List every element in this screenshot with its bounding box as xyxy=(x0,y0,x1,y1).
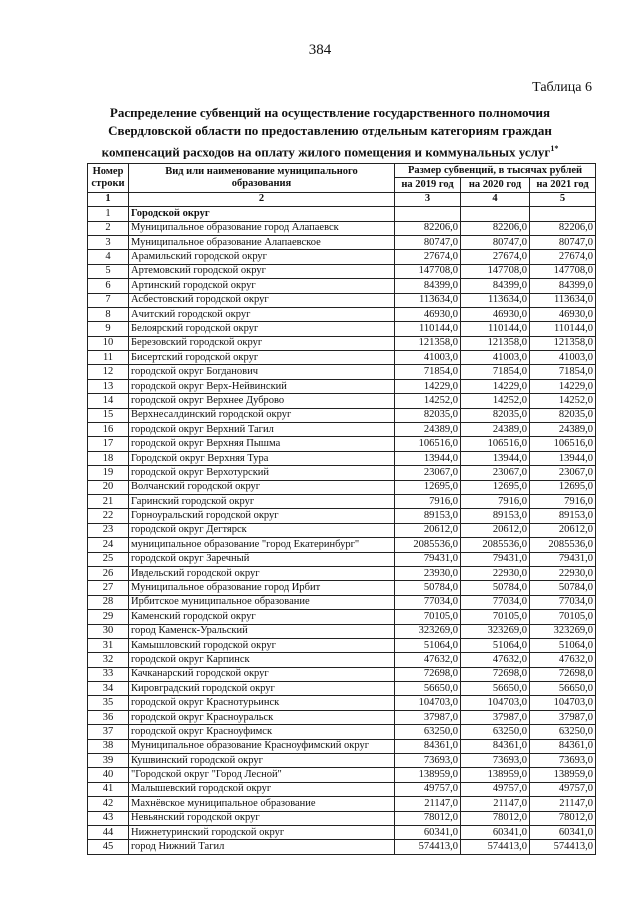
value-2019: 84361,0 xyxy=(395,739,461,753)
value-2019: 50784,0 xyxy=(395,581,461,595)
value-2020: 2085536,0 xyxy=(461,538,530,552)
value-2021: 21147,0 xyxy=(530,797,596,811)
value-2019: 106516,0 xyxy=(395,437,461,451)
table-row xyxy=(88,610,596,624)
value-2019: 23067,0 xyxy=(395,466,461,480)
value-2019: 56650,0 xyxy=(395,682,461,696)
table-row xyxy=(88,365,596,379)
value-2020: 138959,0 xyxy=(461,768,530,782)
row-number: 24 xyxy=(88,538,129,552)
municipality-name: муниципальное образование "город Екатеринбург" xyxy=(129,538,395,552)
value-2020: 37987,0 xyxy=(461,710,530,724)
header-row-number xyxy=(88,164,129,193)
row-number: 40 xyxy=(88,768,129,782)
row-number: 2 xyxy=(88,221,129,235)
value-2021: 2085536,0 xyxy=(530,538,596,552)
municipality-name: Кушвинский городской округ xyxy=(129,754,395,768)
municipality-name: Верхнесалдинский городской округ xyxy=(129,408,395,422)
value-2020: 84361,0 xyxy=(461,739,530,753)
municipality-name: Бисертский городской округ xyxy=(129,351,395,365)
table-row xyxy=(88,437,596,451)
municipality-name: "Городской округ "Город Лесной" xyxy=(129,768,395,782)
value-2019: 121358,0 xyxy=(395,336,461,350)
value-2021: 110144,0 xyxy=(530,322,596,336)
header-year-2019: на 2019 год xyxy=(395,178,461,192)
value-2019: 574413,0 xyxy=(395,840,461,854)
row-number: 27 xyxy=(88,581,129,595)
municipality-name: Муниципальное образование Красноуфимский округ xyxy=(129,739,395,753)
row-number: 9 xyxy=(88,322,129,336)
municipality-name: городской округ Богданович xyxy=(129,365,395,379)
table-body xyxy=(88,192,596,854)
municipality-name: Муниципальное образование город Ирбит xyxy=(129,581,395,595)
value-2019: 2085536,0 xyxy=(395,538,461,552)
table-row xyxy=(88,811,596,825)
row-number: 8 xyxy=(88,307,129,321)
row-number: 6 xyxy=(88,279,129,293)
empty-cell xyxy=(530,207,596,221)
value-2019: 72698,0 xyxy=(395,667,461,681)
value-2021: 14252,0 xyxy=(530,394,596,408)
value-2020: 110144,0 xyxy=(461,322,530,336)
value-2019: 82206,0 xyxy=(395,221,461,235)
column-index: 5 xyxy=(530,192,596,206)
value-2019: 41003,0 xyxy=(395,351,461,365)
value-2021: 47632,0 xyxy=(530,653,596,667)
municipality-name: Малышевский городской округ xyxy=(129,782,395,796)
municipality-name: Невьянский городской округ xyxy=(129,811,395,825)
value-2020: 27674,0 xyxy=(461,250,530,264)
row-number: 21 xyxy=(88,494,129,508)
row-number: 36 xyxy=(88,710,129,724)
table-row xyxy=(88,825,596,839)
table-row xyxy=(88,494,596,508)
value-2021: 20612,0 xyxy=(530,523,596,537)
empty-cell xyxy=(461,207,530,221)
value-2021: 82206,0 xyxy=(530,221,596,235)
value-2021: 147708,0 xyxy=(530,264,596,278)
value-2021: 79431,0 xyxy=(530,552,596,566)
value-2020: 323269,0 xyxy=(461,624,530,638)
row-number: 20 xyxy=(88,480,129,494)
header-subvention-size: Размер субвенций, в тысячах рублей xyxy=(395,164,596,178)
table-row xyxy=(88,293,596,307)
row-number: 22 xyxy=(88,509,129,523)
table-row xyxy=(88,797,596,811)
table-row xyxy=(88,653,596,667)
value-2019: 71854,0 xyxy=(395,365,461,379)
value-2019: 80747,0 xyxy=(395,235,461,249)
table-row xyxy=(88,509,596,523)
value-2020: 24389,0 xyxy=(461,423,530,437)
table-row xyxy=(88,394,596,408)
value-2021: 51064,0 xyxy=(530,638,596,652)
value-2021: 82035,0 xyxy=(530,408,596,422)
value-2019: 47632,0 xyxy=(395,653,461,667)
row-number: 33 xyxy=(88,667,129,681)
row-number: 42 xyxy=(88,797,129,811)
table-row xyxy=(88,423,596,437)
row-number: 18 xyxy=(88,451,129,465)
municipality-name: Махнёвское муниципальное образование xyxy=(129,797,395,811)
row-number: 43 xyxy=(88,811,129,825)
value-2021: 49757,0 xyxy=(530,782,596,796)
value-2020: 147708,0 xyxy=(461,264,530,278)
municipality-name: Качканарский городской округ xyxy=(129,667,395,681)
value-2021: 71854,0 xyxy=(530,365,596,379)
row-number: 39 xyxy=(88,754,129,768)
value-2020: 50784,0 xyxy=(461,581,530,595)
table-row xyxy=(88,667,596,681)
header-municipality-line1: Вид или наименование муниципального xyxy=(165,165,358,177)
value-2020: 89153,0 xyxy=(461,509,530,523)
value-2019: 104703,0 xyxy=(395,696,461,710)
value-2020: 7916,0 xyxy=(461,494,530,508)
table-row xyxy=(88,840,596,854)
value-2020: 70105,0 xyxy=(461,610,530,624)
value-2020: 21147,0 xyxy=(461,797,530,811)
value-2020: 121358,0 xyxy=(461,336,530,350)
value-2021: 60341,0 xyxy=(530,825,596,839)
value-2020: 47632,0 xyxy=(461,653,530,667)
row-number: 23 xyxy=(88,523,129,537)
value-2020: 14229,0 xyxy=(461,379,530,393)
header-row-number-line1: Номер xyxy=(92,165,124,177)
value-2019: 37987,0 xyxy=(395,710,461,724)
title-line-1: Распределение субвенций на осуществление государственного полномочия xyxy=(109,105,551,120)
value-2019: 21147,0 xyxy=(395,797,461,811)
value-2019: 73693,0 xyxy=(395,754,461,768)
value-2021: 63250,0 xyxy=(530,725,596,739)
table-row xyxy=(88,768,596,782)
value-2019: 138959,0 xyxy=(395,768,461,782)
subventions-table xyxy=(87,163,596,855)
table-row xyxy=(88,538,596,552)
page-number: 384 xyxy=(308,42,332,58)
row-number: 3 xyxy=(88,235,129,249)
municipality-name: Березовский городской округ xyxy=(129,336,395,350)
value-2021: 27674,0 xyxy=(530,250,596,264)
table-row xyxy=(88,552,596,566)
table-row xyxy=(88,566,596,580)
value-2019: 79431,0 xyxy=(395,552,461,566)
municipality-name: Горноуральский городской округ xyxy=(129,509,395,523)
municipality-name: городской округ Верхний Тагил xyxy=(129,423,395,437)
value-2019: 13944,0 xyxy=(395,451,461,465)
value-2021: 323269,0 xyxy=(530,624,596,638)
title-footnote: 1* xyxy=(550,144,559,153)
row-number: 16 xyxy=(88,423,129,437)
header-year-2020: на 2020 год xyxy=(461,178,530,192)
value-2019: 70105,0 xyxy=(395,610,461,624)
value-2020: 13944,0 xyxy=(461,451,530,465)
municipality-name: Ирбитское муниципальное образование xyxy=(129,595,395,609)
row-number: 34 xyxy=(88,682,129,696)
value-2020: 82035,0 xyxy=(461,408,530,422)
row-number: 31 xyxy=(88,638,129,652)
table-row xyxy=(88,322,596,336)
value-2019: 110144,0 xyxy=(395,322,461,336)
value-2019: 113634,0 xyxy=(395,293,461,307)
value-2019: 14229,0 xyxy=(395,379,461,393)
table-header xyxy=(88,164,596,193)
empty-cell xyxy=(395,207,461,221)
row-number: 19 xyxy=(88,466,129,480)
table-row xyxy=(88,379,596,393)
row-number: 44 xyxy=(88,825,129,839)
row-number: 13 xyxy=(88,379,129,393)
municipality-name: Ачитский городской округ xyxy=(129,307,395,321)
value-2021: 84361,0 xyxy=(530,739,596,753)
municipality-name: городской округ Дегтярск xyxy=(129,523,395,537)
value-2020: 56650,0 xyxy=(461,682,530,696)
value-2021: 46930,0 xyxy=(530,307,596,321)
value-2021: 12695,0 xyxy=(530,480,596,494)
value-2020: 77034,0 xyxy=(461,595,530,609)
row-number: 45 xyxy=(88,840,129,854)
municipality-name: Белоярский городской округ xyxy=(129,322,395,336)
value-2019: 20612,0 xyxy=(395,523,461,537)
value-2020: 82206,0 xyxy=(461,221,530,235)
value-2020: 63250,0 xyxy=(461,725,530,739)
row-number: 1 xyxy=(88,207,129,221)
table-row xyxy=(88,782,596,796)
value-2021: 73693,0 xyxy=(530,754,596,768)
value-2020: 73693,0 xyxy=(461,754,530,768)
value-2019: 23930,0 xyxy=(395,566,461,580)
value-2020: 23067,0 xyxy=(461,466,530,480)
value-2019: 60341,0 xyxy=(395,825,461,839)
group-name: Городской округ xyxy=(129,207,395,221)
value-2020: 60341,0 xyxy=(461,825,530,839)
table-row xyxy=(88,307,596,321)
row-number: 30 xyxy=(88,624,129,638)
value-2021: 78012,0 xyxy=(530,811,596,825)
table-row xyxy=(88,595,596,609)
value-2021: 23067,0 xyxy=(530,466,596,480)
municipality-name: городской округ Верхнее Дуброво xyxy=(129,394,395,408)
table-row xyxy=(88,336,596,350)
value-2021: 77034,0 xyxy=(530,595,596,609)
table-label: Таблица 6 xyxy=(532,80,592,95)
municipality-name: городской округ Верхотурский xyxy=(129,466,395,480)
value-2020: 80747,0 xyxy=(461,235,530,249)
value-2021: 7916,0 xyxy=(530,494,596,508)
table-row xyxy=(88,451,596,465)
municipality-name: городской округ Заречный xyxy=(129,552,395,566)
value-2019: 63250,0 xyxy=(395,725,461,739)
row-number: 4 xyxy=(88,250,129,264)
row-number: 29 xyxy=(88,610,129,624)
table-row xyxy=(88,235,596,249)
municipality-name: городской округ Краснотурьинск xyxy=(129,696,395,710)
municipality-name: Кировградский городской округ xyxy=(129,682,395,696)
value-2021: 84399,0 xyxy=(530,279,596,293)
value-2021: 37987,0 xyxy=(530,710,596,724)
column-index: 1 xyxy=(88,192,129,206)
municipality-name: Гаринский городской округ xyxy=(129,494,395,508)
municipality-name: Волчанский городской округ xyxy=(129,480,395,494)
value-2019: 12695,0 xyxy=(395,480,461,494)
value-2020: 72698,0 xyxy=(461,667,530,681)
value-2021: 56650,0 xyxy=(530,682,596,696)
column-index: 4 xyxy=(461,192,530,206)
row-number: 11 xyxy=(88,351,129,365)
value-2019: 89153,0 xyxy=(395,509,461,523)
table-row xyxy=(88,710,596,724)
value-2021: 70105,0 xyxy=(530,610,596,624)
value-2021: 72698,0 xyxy=(530,667,596,681)
value-2020: 20612,0 xyxy=(461,523,530,537)
municipality-name: Муниципальное образование Алапаевское xyxy=(129,235,395,249)
table-row xyxy=(88,754,596,768)
title-line-2: Свердловской области по предоставлению отдельным категориям граждан xyxy=(108,123,552,138)
row-number: 38 xyxy=(88,739,129,753)
municipality-name: Муниципальное образование город Алапаевск xyxy=(129,221,395,235)
value-2019: 77034,0 xyxy=(395,595,461,609)
value-2019: 147708,0 xyxy=(395,264,461,278)
value-2021: 41003,0 xyxy=(530,351,596,365)
row-number: 28 xyxy=(88,595,129,609)
value-2019: 323269,0 xyxy=(395,624,461,638)
value-2020: 14252,0 xyxy=(461,394,530,408)
table-row xyxy=(88,466,596,480)
row-number: 41 xyxy=(88,782,129,796)
value-2020: 78012,0 xyxy=(461,811,530,825)
municipality-name: город Нижний Тагил xyxy=(129,840,395,854)
table-row xyxy=(88,408,596,422)
value-2020: 41003,0 xyxy=(461,351,530,365)
table-row xyxy=(88,221,596,235)
value-2020: 84399,0 xyxy=(461,279,530,293)
table-row xyxy=(88,581,596,595)
row-number: 5 xyxy=(88,264,129,278)
table-row xyxy=(88,696,596,710)
row-number: 32 xyxy=(88,653,129,667)
municipality-name: Асбестовский городской округ xyxy=(129,293,395,307)
title-line-3-text: компенсаций расходов на оплату жилого помещения и коммунальных услуг xyxy=(101,144,551,160)
value-2020: 51064,0 xyxy=(461,638,530,652)
row-number: 7 xyxy=(88,293,129,307)
value-2019: 78012,0 xyxy=(395,811,461,825)
value-2021: 104703,0 xyxy=(530,696,596,710)
value-2019: 27674,0 xyxy=(395,250,461,264)
table-row xyxy=(88,264,596,278)
title-line-3 xyxy=(40,140,620,161)
value-2019: 84399,0 xyxy=(395,279,461,293)
municipality-name: Ивдельский городской округ xyxy=(129,566,395,580)
municipality-name: Каменский городской округ xyxy=(129,610,395,624)
value-2021: 89153,0 xyxy=(530,509,596,523)
group-row xyxy=(88,207,596,221)
municipality-name: город Каменск-Уральский xyxy=(129,624,395,638)
value-2019: 7916,0 xyxy=(395,494,461,508)
value-2021: 24389,0 xyxy=(530,423,596,437)
value-2020: 71854,0 xyxy=(461,365,530,379)
value-2021: 13944,0 xyxy=(530,451,596,465)
row-number: 26 xyxy=(88,566,129,580)
table-row xyxy=(88,523,596,537)
header-municipality xyxy=(129,164,395,193)
column-index: 3 xyxy=(395,192,461,206)
municipality-name: городской округ Красноуфимск xyxy=(129,725,395,739)
row-number: 35 xyxy=(88,696,129,710)
value-2021: 14229,0 xyxy=(530,379,596,393)
value-2020: 574413,0 xyxy=(461,840,530,854)
municipality-name: Нижнетуринский городской округ xyxy=(129,825,395,839)
table-title xyxy=(40,104,620,161)
value-2020: 106516,0 xyxy=(461,437,530,451)
row-number: 17 xyxy=(88,437,129,451)
municipality-name: Артемовский городской округ xyxy=(129,264,395,278)
row-number: 15 xyxy=(88,408,129,422)
table-row xyxy=(88,682,596,696)
municipality-name: городской округ Карпинск xyxy=(129,653,395,667)
value-2021: 22930,0 xyxy=(530,566,596,580)
value-2019: 24389,0 xyxy=(395,423,461,437)
row-number: 14 xyxy=(88,394,129,408)
value-2021: 113634,0 xyxy=(530,293,596,307)
value-2020: 12695,0 xyxy=(461,480,530,494)
value-2019: 82035,0 xyxy=(395,408,461,422)
table-row xyxy=(88,351,596,365)
municipality-name: городской округ Верхняя Пышма xyxy=(129,437,395,451)
value-2020: 22930,0 xyxy=(461,566,530,580)
table-row xyxy=(88,725,596,739)
table-row xyxy=(88,638,596,652)
table-row xyxy=(88,739,596,753)
municipality-name: Камышловский городской округ xyxy=(129,638,395,652)
header-municipality-line2: образования xyxy=(231,177,292,189)
row-number: 25 xyxy=(88,552,129,566)
value-2021: 574413,0 xyxy=(530,840,596,854)
column-index: 2 xyxy=(129,192,395,206)
table-row xyxy=(88,279,596,293)
row-number: 10 xyxy=(88,336,129,350)
value-2019: 14252,0 xyxy=(395,394,461,408)
value-2021: 121358,0 xyxy=(530,336,596,350)
table-row xyxy=(88,480,596,494)
municipality-name: Городской округ Верхняя Тура xyxy=(129,451,395,465)
municipality-name: Арамильский городской округ xyxy=(129,250,395,264)
value-2020: 49757,0 xyxy=(461,782,530,796)
value-2021: 106516,0 xyxy=(530,437,596,451)
column-index-row xyxy=(88,192,596,206)
row-number: 37 xyxy=(88,725,129,739)
municipality-name: городской округ Верх-Нейвинский xyxy=(129,379,395,393)
value-2019: 49757,0 xyxy=(395,782,461,796)
municipality-name: Артинский городской округ xyxy=(129,279,395,293)
header-row-number-line2: строки xyxy=(91,177,125,189)
value-2021: 138959,0 xyxy=(530,768,596,782)
header-year-2021: на 2021 год xyxy=(530,178,596,192)
value-2020: 104703,0 xyxy=(461,696,530,710)
municipality-name: городской округ Красноуральск xyxy=(129,710,395,724)
value-2020: 79431,0 xyxy=(461,552,530,566)
value-2021: 50784,0 xyxy=(530,581,596,595)
value-2019: 51064,0 xyxy=(395,638,461,652)
value-2019: 46930,0 xyxy=(395,307,461,321)
value-2020: 46930,0 xyxy=(461,307,530,321)
table-row xyxy=(88,624,596,638)
value-2021: 80747,0 xyxy=(530,235,596,249)
row-number: 12 xyxy=(88,365,129,379)
table-row xyxy=(88,250,596,264)
value-2020: 113634,0 xyxy=(461,293,530,307)
